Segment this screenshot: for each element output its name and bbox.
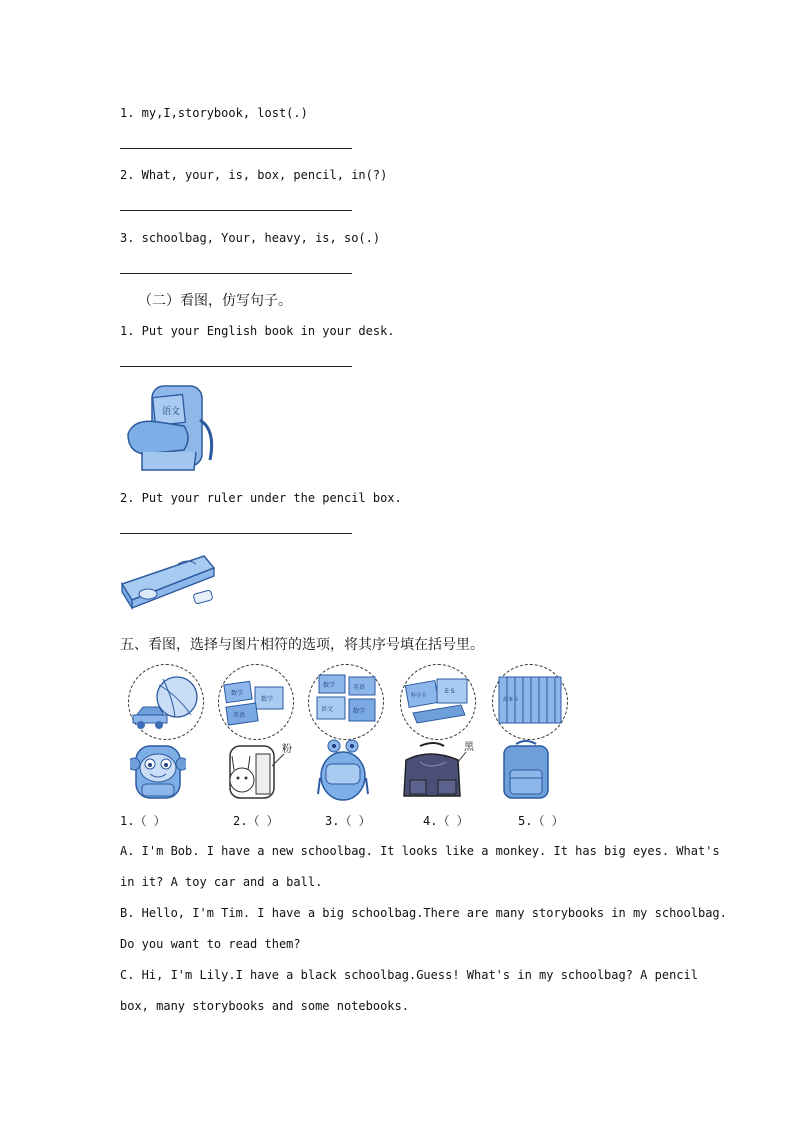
question-1: 1. my,I,storybook, lost(.) bbox=[120, 106, 308, 120]
contents-circle-3 bbox=[308, 664, 384, 740]
answer-line-2[interactable] bbox=[120, 210, 352, 211]
option-a-line-1: A. I'm Bob. I have a new schoolbag. It looks like a monkey. It has big eyes. What's bbox=[120, 844, 720, 858]
example-sentence-1: 1. Put your English book in your desk. bbox=[120, 324, 395, 338]
option-c-line-2: box, many storybooks and some notebooks. bbox=[120, 999, 409, 1013]
pink-bunny-schoolbag-illustration bbox=[222, 740, 298, 802]
contents-circle-1 bbox=[128, 664, 204, 740]
contents-circle-2 bbox=[218, 664, 294, 740]
toy-car-and-ball-icon bbox=[129, 665, 203, 739]
svg-text:数学: 数学 bbox=[353, 708, 366, 715]
answer-blank-1[interactable]: 1.（ ） bbox=[120, 814, 166, 828]
black-schoolbag-illustration bbox=[400, 740, 480, 802]
frog-schoolbag-illustration bbox=[316, 738, 372, 804]
svg-text:数学: 数学 bbox=[231, 690, 244, 697]
answer-line-3[interactable] bbox=[120, 273, 352, 274]
pencil-box-and-notebooks-icon bbox=[401, 665, 475, 739]
black-label: 黑 bbox=[464, 742, 474, 753]
svg-text:英语: 英语 bbox=[233, 712, 246, 719]
book-label: 语文 bbox=[162, 407, 181, 417]
section-heading-2: （二）看图，仿写句子。 bbox=[138, 293, 292, 309]
contents-circle-5 bbox=[492, 664, 568, 740]
svg-text:数学: 数学 bbox=[323, 682, 336, 689]
answer-line-1[interactable] bbox=[120, 148, 352, 149]
answer-line-4[interactable] bbox=[120, 366, 352, 367]
monkey-schoolbag-illustration bbox=[130, 740, 186, 802]
schoolbag-with-book-illustration bbox=[124, 380, 220, 476]
svg-text:数学: 数学 bbox=[261, 696, 274, 703]
section-heading-5: 五、看图，选择与图片相符的选项，将其序号填在括号里。 bbox=[120, 637, 484, 653]
answer-blank-5[interactable]: 5.（ ） bbox=[518, 814, 564, 828]
answer-blank-4[interactable]: 4.（ ） bbox=[423, 814, 469, 828]
storybooks-row-icon bbox=[493, 665, 567, 739]
question-3: 3. schoolbag, Your, heavy, is, so(.) bbox=[120, 231, 381, 245]
option-b-line-2: Do you want to read them? bbox=[120, 937, 301, 951]
answer-line-5[interactable] bbox=[120, 533, 352, 534]
pink-label: 粉 bbox=[282, 744, 292, 755]
answer-blank-3[interactable]: 3.（ ） bbox=[325, 814, 371, 828]
option-a-line-2: in it? A toy car and a ball. bbox=[120, 875, 323, 889]
svg-text:科学书: 科学书 bbox=[411, 693, 427, 699]
option-b-line-1: B. Hello, I'm Tim. I have a big schoolbag.There are many storybooks in my schoolbag. bbox=[120, 906, 727, 920]
pencil-box-and-eraser-illustration bbox=[118, 550, 222, 618]
svg-text:E·S: E·S bbox=[445, 688, 455, 695]
svg-text:故事书: 故事书 bbox=[503, 697, 519, 703]
example-sentence-2: 2. Put your ruler under the pencil box. bbox=[120, 491, 402, 505]
blue-backpack-illustration bbox=[498, 738, 554, 802]
svg-text:语文: 语文 bbox=[321, 706, 334, 713]
svg-text:英语: 英语 bbox=[353, 684, 366, 691]
option-c-line-1: C. Hi, I'm Lily.I have a black schoolbag.Guess! What's in my schoolbag? A pencil bbox=[120, 968, 698, 982]
question-2: 2. What, your, is, box, pencil, in(?) bbox=[120, 168, 388, 182]
answer-blank-2[interactable]: 2.（ ） bbox=[233, 814, 279, 828]
textbooks-icon bbox=[219, 665, 293, 739]
contents-circle-4 bbox=[400, 664, 476, 740]
stacked-books-icon bbox=[309, 665, 383, 739]
